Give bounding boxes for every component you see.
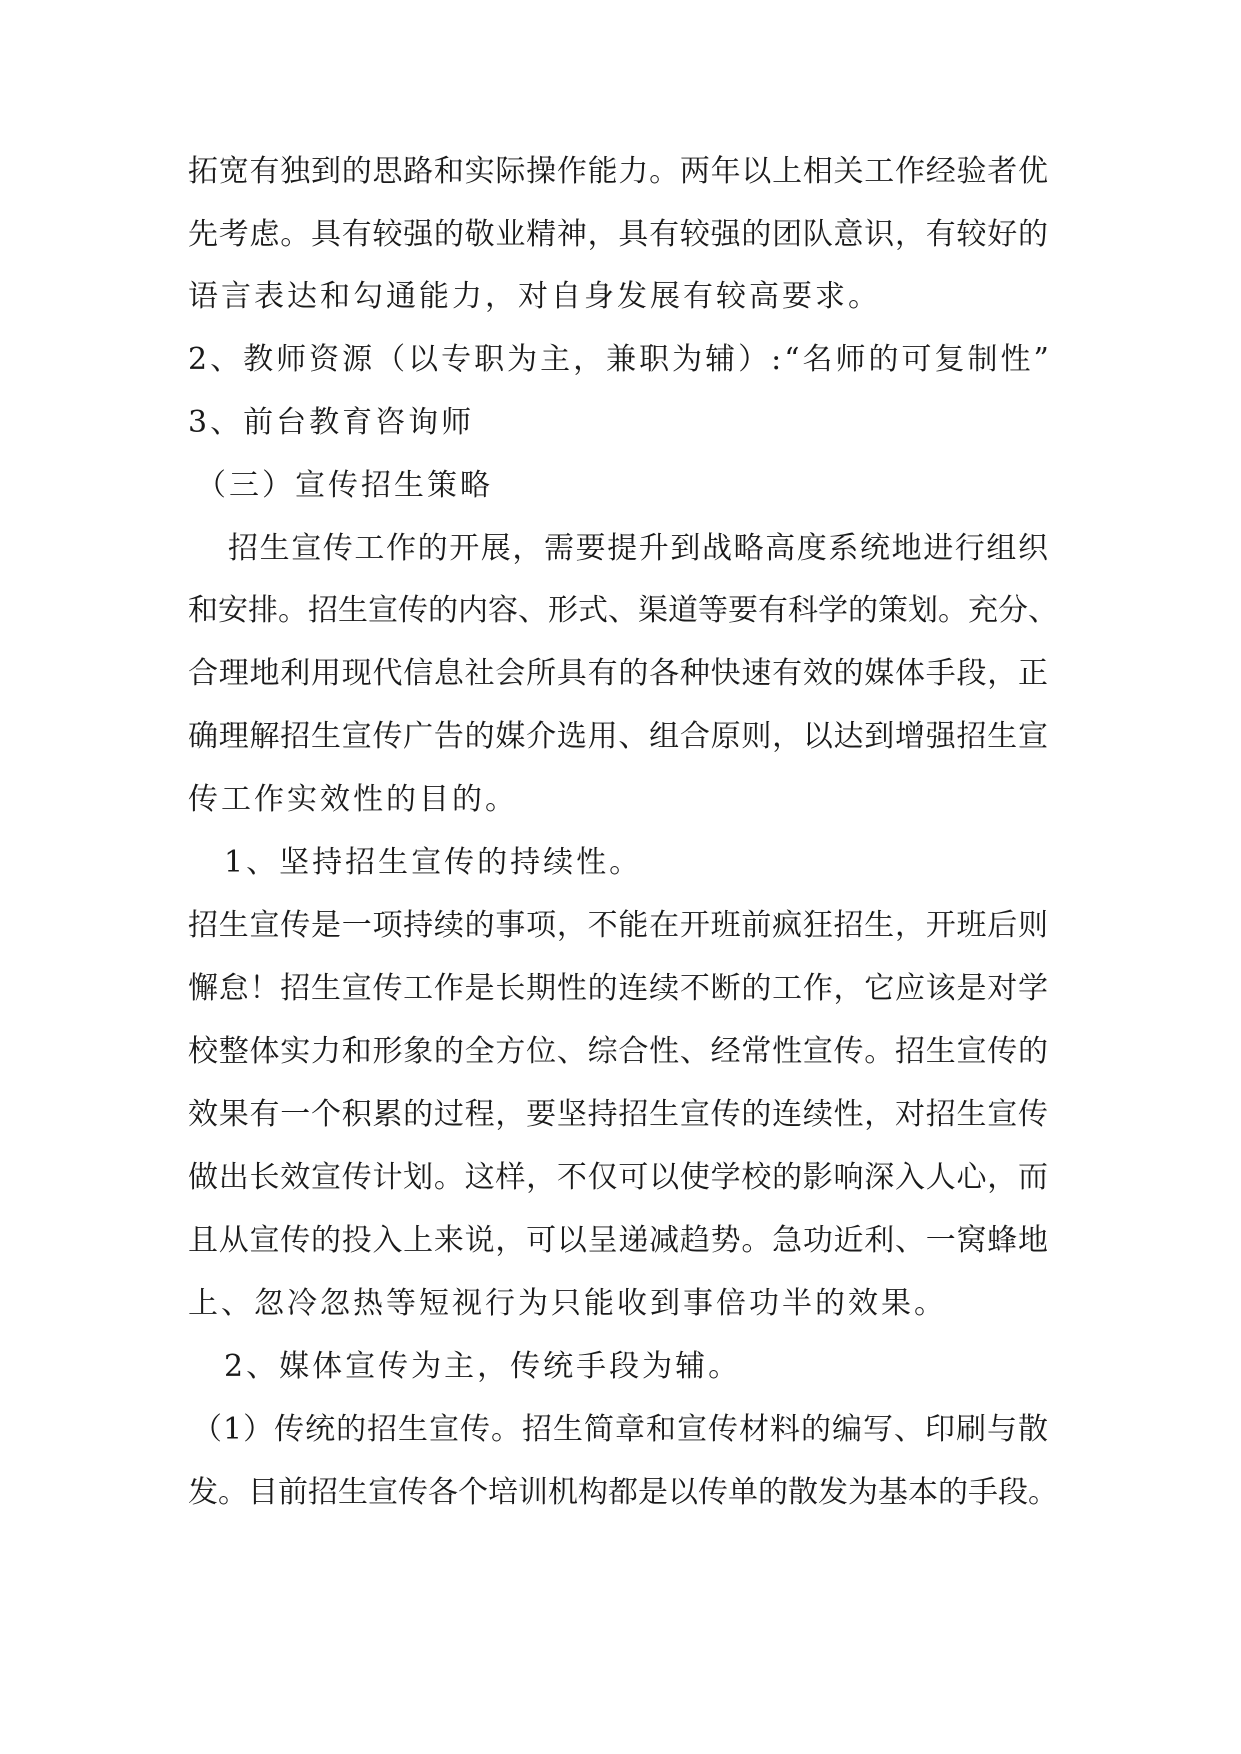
paragraph-line: 懈怠！招生宣传工作是长期性的连续不断的工作，它应该是对学 [188, 971, 1048, 1006]
paragraph-line: （1）传统的招生宣传。招生简章和宣传材料的编写、印刷与散 [192, 1412, 1048, 1447]
paragraph-line: 合理地利用现代信息社会所具有的各种快速有效的媒体手段，正 [188, 656, 1048, 691]
paragraph-line: 招生宣传是一项持续的事项，不能在开班前疯狂招生，开班后则 [188, 908, 1048, 943]
list-item-heading: 2、教师资源（以专职为主，兼职为辅）:“名师的可复制性” [188, 342, 1052, 377]
paragraph-line: 确理解招生宣传广告的媒介选用、组合原则，以达到增强招生宣 [188, 719, 1048, 754]
paragraph-line: 先考虑。具有较强的敬业精神，具有较强的团队意识，有较好的 [188, 217, 1048, 252]
paragraph-line: 发。目前招生宣传各个培训机构都是以传单的散发为基本的手段。 [188, 1475, 1058, 1510]
paragraph-line: 传工作实效性的目的。 [188, 782, 518, 817]
paragraph-line: 校整体实力和形象的全方位、综合性、经常性宣传。招生宣传的 [188, 1034, 1048, 1069]
paragraph-line: 招生宣传工作的开展，需要提升到战略高度系统地进行组织 [228, 531, 1048, 566]
paragraph-line: 语言表达和勾通能力，对自身发展有较高要求。 [188, 279, 881, 314]
paragraph-line: 效果有一个积累的过程，要坚持招生宣传的连续性，对招生宣传 [188, 1097, 1048, 1132]
paragraph-line: 上、忽冷忽热等短视行为只能收到事倍功半的效果。 [188, 1286, 947, 1321]
subsection-heading: 2、媒体宣传为主，传统手段为辅。 [224, 1349, 742, 1384]
list-item-heading: 3、前台教育咨询师 [188, 405, 475, 440]
paragraph-line: 拓宽有独到的思路和实际操作能力。两年以上相关工作经验者优 [188, 154, 1048, 189]
paragraph-line: 和安排。招生宣传的内容、形式、渠道等要有科学的策划。充分、 [188, 593, 1058, 628]
section-heading: （三）宣传招生策略 [196, 468, 493, 503]
paragraph-line: 做出长效宣传计划。这样，不仅可以使学校的影响深入人心，而 [188, 1160, 1048, 1195]
paragraph-line: 且从宣传的投入上来说，可以呈递减趋势。急功近利、一窝蜂地 [188, 1223, 1048, 1258]
subsection-heading: 1、坚持招生宣传的持续性。 [224, 845, 643, 880]
